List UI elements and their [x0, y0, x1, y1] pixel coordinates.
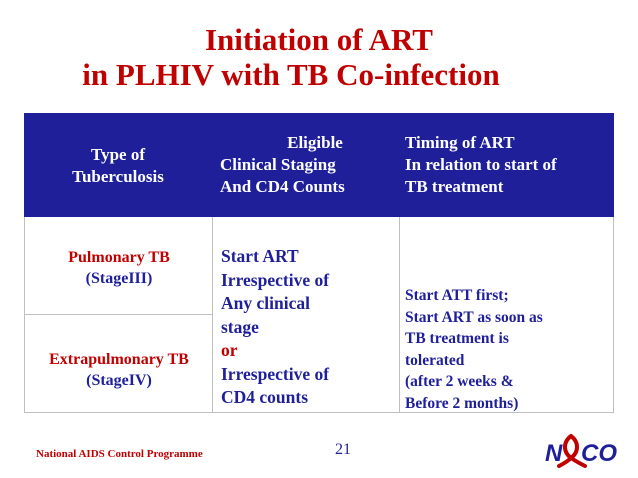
tb-type-label: Pulmonary TB: [68, 249, 170, 266]
title-line-2: in PLHIV with TB Co-infection: [82, 57, 500, 92]
eligibility-cell: [221, 245, 401, 410]
timing-line: tolerated: [405, 351, 465, 369]
tb-stage-label: (StageIII): [85, 270, 153, 287]
row-pulmonary-tb: [25, 247, 213, 289]
row-extrapulmonary-tb: [25, 349, 213, 391]
eligibility-line: CD4 counts: [221, 387, 309, 407]
table-header-row: [24, 113, 614, 217]
header-line: Eligible: [287, 133, 343, 152]
eligibility-line: Start ART: [221, 246, 299, 266]
table-body: [24, 217, 614, 413]
header-line: TB treatment: [405, 177, 504, 196]
naco-logo: [541, 430, 631, 470]
header-line: In relation to start of: [405, 155, 557, 174]
page-number: 21: [335, 441, 351, 458]
eligibility-line: Any clinical: [221, 293, 310, 313]
svg-text:CO: CO: [581, 440, 617, 467]
timing-line: Start ATT first;: [405, 287, 509, 304]
timing-line: (after 2 weeks &: [405, 373, 514, 390]
eligibility-line: Irrespective of: [221, 363, 330, 384]
header-line: Type of: [91, 145, 145, 164]
title-line-1: Initiation of ART: [204, 22, 433, 57]
timing-line: TB treatment is: [405, 330, 509, 347]
eligibility-line: Irrespective of: [221, 269, 330, 290]
eligibility-line: stage: [221, 316, 259, 337]
timing-line: Start ART as soon as: [405, 308, 543, 326]
header-eligible-staging: [220, 132, 400, 198]
svg-text:N: N: [545, 440, 563, 467]
header-line: And CD4 Counts: [220, 177, 345, 196]
header-line: Clinical Staging: [220, 155, 336, 174]
eligibility-or: or: [221, 340, 238, 360]
footer-organization: National AIDS Control Programme: [36, 448, 203, 460]
slide-title: [0, 22, 638, 92]
header-line: Tuberculosis: [72, 167, 164, 186]
header-timing-of-art: [405, 132, 610, 198]
timing-line: Before 2 months): [405, 394, 519, 412]
row-divider: [25, 314, 213, 315]
tb-type-label: Extrapulmonary TB: [49, 351, 189, 368]
timing-cell: [405, 285, 610, 414]
header-line: Timing of ART: [405, 133, 515, 152]
header-type-of-tb: [24, 144, 212, 188]
art-initiation-table: [24, 113, 614, 413]
tb-stage-label: (StageIV): [86, 372, 152, 389]
